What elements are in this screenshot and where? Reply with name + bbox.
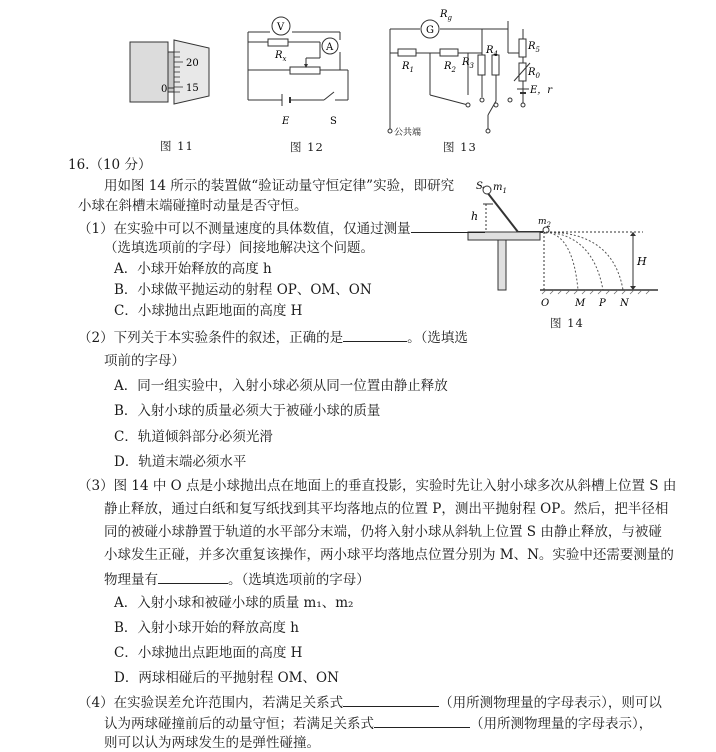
figure-11 — [125, 30, 225, 115]
fig11-scale-15: 15 — [186, 83, 199, 94]
common-terminal — [388, 129, 392, 133]
fig11-zero: 0 — [161, 84, 168, 95]
q4-line-2a: 认为两球碰撞前后的动量守恒；若满足关系式 — [104, 716, 374, 732]
terminal-4 — [508, 98, 512, 102]
figure-12 — [240, 12, 360, 132]
q1-stem-a: （1）在实验中可以不测量速度的具体数值，仅通过测量 — [78, 221, 411, 237]
q2-option-d: D．轨道末端必须水平 — [114, 454, 247, 470]
rx-label: $R_x$ — [275, 50, 287, 63]
rg-label: $R_g$ — [440, 9, 453, 22]
rheostat — [290, 67, 320, 74]
resistor-r3 — [478, 55, 485, 75]
voltmeter-label: V — [277, 22, 285, 33]
fig13-caption: 图 13 — [443, 140, 477, 154]
H-label: H — [637, 255, 647, 268]
q2-option-a: A．同一组实验中，入射小球必须从同一位置由静止释放 — [114, 378, 448, 394]
q4-line-3: 则可以认为两球发生的是弹性碰撞。 — [104, 735, 320, 751]
q2-answer-blank[interactable] — [343, 327, 407, 342]
q3-line-5a: 物理量有 — [104, 572, 158, 588]
r0-label: $R_0$ — [528, 67, 540, 80]
figure-13 — [378, 5, 558, 140]
q3-line-1: （3）图 14 中 O 点是小球抛出点在地面上的垂直投影，实验时先让入射小球多次从斜槽上位置 S 由 — [78, 478, 677, 494]
q1-stem-b: （选填选项前的字母）间接地解决这个问题。 — [104, 240, 374, 256]
q3-option-a: A．入射小球和被碰小球的质量 m₁、m₂ — [114, 595, 354, 611]
r4-label: $R_4$ — [486, 45, 498, 58]
q3-line-4: 小球发生正碰，并多次重复该操作，两小球平均落地点位置分别为 M、N。实验中还需要测量的 — [104, 547, 674, 563]
q1-answer-blank[interactable] — [411, 218, 485, 233]
q2-option-c: C．轨道倾斜部分必须光滑 — [114, 429, 273, 445]
switch-label: S — [330, 116, 337, 127]
r3-label: $R_3$ — [462, 57, 474, 70]
q1-stem-line — [78, 218, 485, 238]
resistor-r2 — [440, 49, 458, 56]
O-label: O — [541, 298, 550, 309]
r1-label: $R_1$ — [402, 61, 414, 74]
intro-line-1: 用如图 14 所示的装置做“验证动量守恒定律”实验，即研究 — [104, 178, 455, 194]
emf-label: E — [282, 116, 290, 127]
common-terminal-label: 公共端 — [394, 128, 422, 138]
q3-line-3: 同的被碰小球静置于轨道的水平部分末端，仍将入射小球从斜轨上位置 S 由静止释放，与被碰 — [104, 524, 662, 540]
incident-ball-m1 — [483, 186, 491, 194]
galvanometer-label: G — [426, 25, 434, 36]
q4-line-2b: （用所测物理量的字母表示）， — [470, 716, 653, 732]
ammeter-label: A — [326, 42, 334, 53]
m1-label: $m_1$ — [493, 182, 507, 195]
s-label: S — [476, 181, 483, 192]
q3-option-d: D．两球相碰后的平抛射程 OM、ON — [114, 670, 339, 686]
q3-option-b: B．入射小球开始的释放高度 h — [114, 620, 299, 636]
fig12-caption: 图 12 — [290, 140, 324, 154]
resistor-r4 — [492, 55, 499, 75]
q4-answer-blank-2[interactable] — [374, 713, 470, 728]
resistor-r5 — [519, 39, 526, 57]
resistor-r1 — [398, 49, 416, 56]
M-label: M — [575, 298, 586, 309]
q4-line-1a: （4）在实验误差允许范围内，若满足关系式 — [78, 695, 344, 711]
q4-answer-blank-1[interactable] — [343, 692, 439, 707]
fig11-caption: 图 11 — [160, 139, 194, 153]
intro-line-2: 小球在斜槽末端碰撞时动量是否守恒。 — [78, 198, 308, 214]
resistor-rx — [268, 39, 288, 46]
terminal-2 — [480, 98, 484, 102]
fig11-scale-20: 20 — [186, 58, 199, 69]
er-label: E，r — [530, 85, 553, 96]
q4-line-2 — [104, 713, 652, 733]
terminal-1 — [466, 103, 470, 107]
figure-14 — [458, 180, 658, 330]
r5-label: $R_5$ — [528, 41, 540, 54]
q2-stem-a: （2）下列关于本实验条件的叙述，正确的是 — [78, 330, 344, 346]
micrometer-barrel — [168, 52, 174, 92]
q3-line-5 — [104, 569, 370, 589]
q4-line-1 — [78, 692, 662, 712]
q2-stem-line — [78, 327, 468, 347]
q2-option-b: B．入射小球的质量必须大于被碰小球的质量 — [114, 403, 381, 419]
h-label: h — [471, 210, 479, 223]
N-label: N — [620, 298, 629, 309]
q4-line-1b: （用所测物理量的字母表示），则可以 — [439, 695, 662, 711]
selector-common-terminal — [486, 129, 490, 133]
m2-label: $m_2$ — [538, 217, 552, 229]
q2-stem-b: 。（选填选 — [407, 330, 468, 346]
q3-option-c: C．小球抛出点距地面的高度 H — [114, 645, 303, 661]
P-label: P — [599, 298, 606, 309]
q2-stem-c: 项前的字母） — [104, 353, 185, 369]
q1-option-c: C．小球抛出点距地面的高度 H — [114, 303, 303, 319]
fig14-caption: 图 14 — [550, 316, 584, 330]
q1-option-a: A．小球开始释放的高度 h — [114, 261, 272, 277]
terminal-5 — [521, 103, 525, 107]
table-leg — [498, 240, 506, 290]
r2-label: $R_2$ — [444, 61, 456, 74]
terminal-3 — [494, 103, 498, 107]
q3-line-2: 静止释放，通过白纸和复写纸找到其平均落地点的位置 P，测出平抛射程 OP。然后，把半径相 — [104, 501, 669, 517]
q3-line-5b: 。（选填选项前的字母） — [228, 572, 370, 588]
q3-answer-blank[interactable] — [158, 569, 228, 584]
question-header: 16.（10 分） — [68, 157, 152, 173]
q1-option-b: B．小球做平抛运动的射程 OP、OM、ON — [114, 282, 372, 298]
